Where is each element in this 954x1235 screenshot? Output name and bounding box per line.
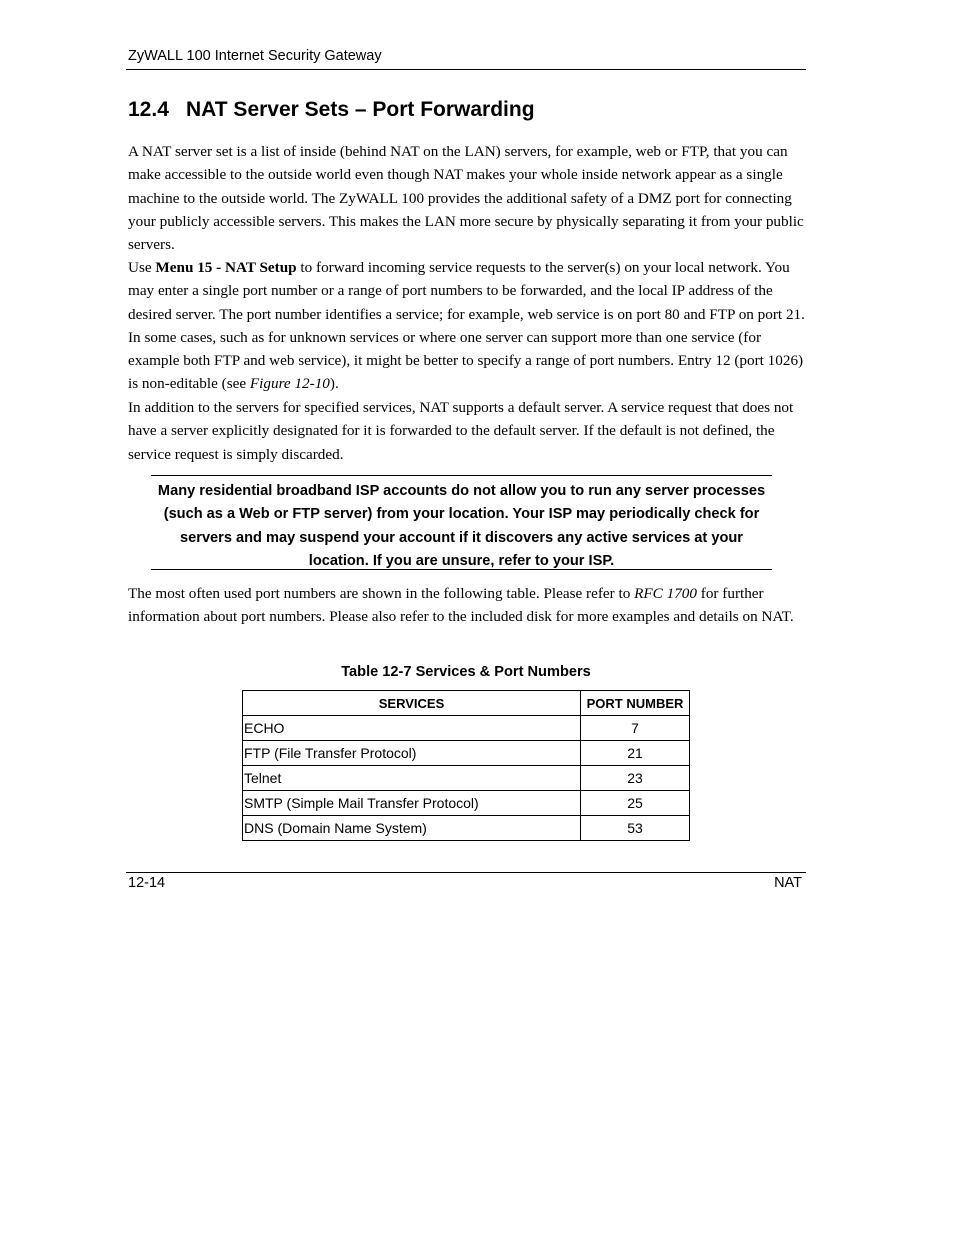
footer-rule [126,872,806,873]
port-number: 23 [581,766,690,791]
table-caption: Table 12-7 Services & Port Numbers [341,664,591,680]
service-name: DNS (Domain Name System) [243,816,581,841]
header-services: SERVICES [243,691,581,716]
rfc-reference: RFC 1700 [634,585,697,602]
paragraph-intro: A NAT server set is a list of inside (behind NAT on the LAN) servers, for example, web or FTP, that you can make accessible to the outside world even though NAT makes your whole inside network appear as a single machine to the outside world. The ZyWALL 100 provides the additional safety of a DMZ port for connecting your publicly accessible servers. This makes the LAN more secure by physically separating it from your public servers. [128,143,804,254]
service-name: Telnet [243,766,581,791]
table-row [243,716,690,741]
header-port-number: PORT NUMBER [581,691,690,716]
table-header-row [243,691,690,716]
service-name: FTP (File Transfer Protocol) [243,741,581,766]
header-rule [126,69,806,70]
p4-text-end: for further information about port numbers. Please also refer to the included disk for more examples and details on NAT. [128,585,794,626]
table-row [243,791,690,816]
p2-text-start: Use [128,259,156,276]
paragraph-menu-usage [128,256,806,396]
table-row [243,816,690,841]
paragraph-default-server: In addition to the servers for specified services, NAT supports a default server. A service request that does not have a server explicitly designated for it is forwarded to the default server. If the default is not defined, the service request is simply discarded. [128,399,794,463]
isp-note-box [151,475,772,570]
table-row [243,741,690,766]
service-name: ECHO [243,716,581,741]
menu-reference: Menu 15 - NAT Setup [155,259,297,276]
table-row [243,766,690,791]
p2-text-middle: to forward incoming service requests to the server(s) on your local network. You may enter a single port number or a range of port numbers to be forwarded, and the local IP address of the desired server. The port number identifies a service; for example, web service is on port 80 and FTP on port 21. In some cases, such as for unknown services or where one server can support more than one service (for example both FTP and web service), it might be better to specify a range of port numbers. Entry 12 (port 1026) is non-editable (see [128,259,805,393]
section-number: 12.4 [128,98,169,121]
page-number: 12-14 [128,875,166,891]
figure-reference: Figure 12-10 [249,375,330,393]
port-number: 21 [581,741,690,766]
paragraph-port-numbers [128,582,806,629]
section-title-text: NAT Server Sets – Port Forwarding [186,98,535,121]
p4-text-start: The most often used port numbers are shown in the following table. Please refer to [128,585,635,602]
running-header: ZyWALL 100 Internet Security Gateway [128,48,382,64]
isp-note-text: Many residential broadband ISP accounts do not allow you to run any server processes (such as a Web or FTP server) from your location. Your ISP may periodically check for servers and may suspend your account if it discovers any active services at your location. If you are unsure, refer to your ISP. [157,483,766,569]
service-name: SMTP (Simple Mail Transfer Protocol) [243,791,581,816]
port-number: 53 [581,816,690,841]
port-number: 25 [581,791,690,816]
port-number: 7 [581,716,690,741]
chapter-name: NAT [774,875,802,891]
p2-text-end: ). [329,375,339,393]
section-title [128,98,535,122]
services-ports-table [242,690,690,841]
